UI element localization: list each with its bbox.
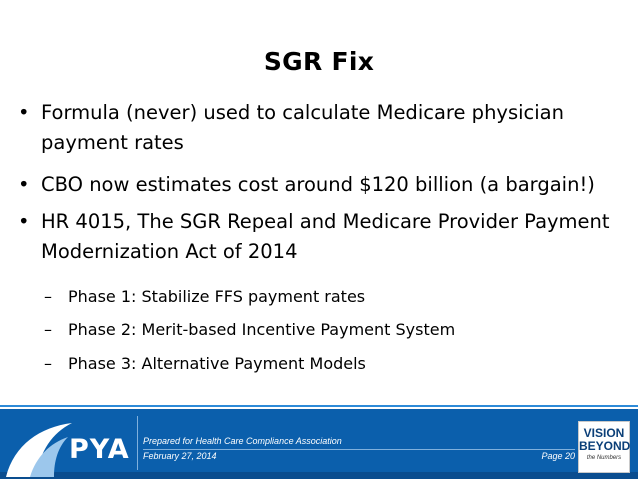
bullet-marker: • bbox=[18, 173, 30, 196]
sub-bullet-text: Phase 1: Stabilize FFS payment rates bbox=[68, 287, 366, 306]
footer-separator bbox=[137, 416, 138, 470]
footer-accent-line bbox=[0, 405, 638, 407]
footer-divider bbox=[143, 449, 575, 450]
sub-bullet-marker: – bbox=[44, 287, 52, 306]
sub-bullet-marker: – bbox=[44, 320, 52, 339]
prepared-for-text: Prepared for Health Care Compliance Association bbox=[143, 436, 342, 446]
sub-bullet-marker: – bbox=[44, 354, 52, 373]
sub-bullet-text: Phase 2: Merit-based Incentive Payment System bbox=[68, 320, 456, 339]
slide-title: SGR Fix bbox=[263, 47, 375, 76]
date-text: February 27, 2014 bbox=[143, 451, 217, 461]
sub-bullet-text: Phase 3: Alternative Payment Models bbox=[68, 354, 366, 373]
pya-logo-text: PYA bbox=[69, 434, 130, 465]
bullet-text: HR 4015, The SGR Repeal and Medicare Provider Payment Modernization Act of 2014 bbox=[41, 210, 610, 263]
badge-line-3: the Numbers bbox=[586, 455, 622, 461]
badge-line-1: VISION bbox=[583, 426, 625, 440]
bullet-marker: • bbox=[18, 101, 30, 124]
bullet-text: Formula (never) used to calculate Medicare physician payment rates bbox=[41, 101, 564, 154]
bullet-marker: • bbox=[18, 210, 30, 233]
bullet-text: CBO now estimates cost around $120 billion (a bargain!) bbox=[41, 173, 595, 196]
vision-beyond-badge bbox=[578, 421, 630, 473]
page-number: Page 20 bbox=[541, 451, 575, 461]
badge-line-2: BEYOND bbox=[579, 439, 631, 453]
